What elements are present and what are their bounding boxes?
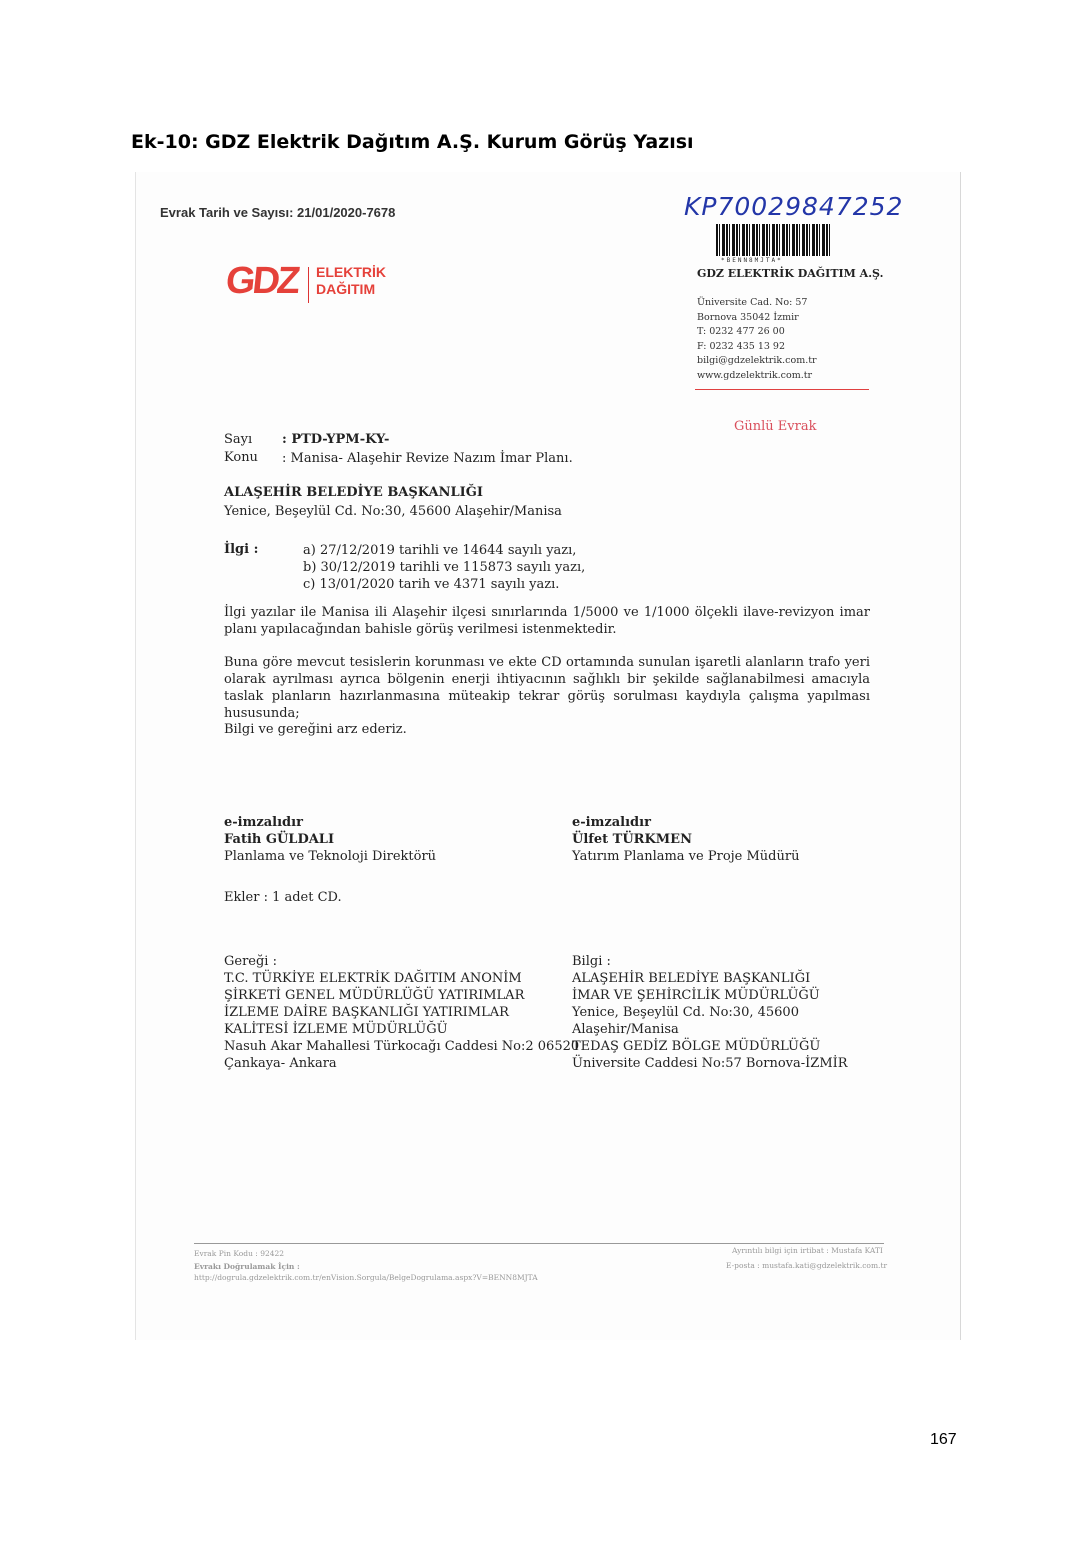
evrak-date-number: Evrak Tarih ve Sayısı: 21/01/2020-7678: [160, 205, 396, 220]
address-line: Bornova 35042 İzmir: [697, 311, 799, 323]
company-address: [697, 296, 867, 383]
signatory-2-title: Yatırım Planlama ve Proje Müdürü: [572, 849, 800, 864]
bilgi-label: Bilgi :: [572, 954, 611, 969]
geregi-label: Gereği :: [224, 954, 277, 969]
footer-verify-url: http://dogrula.gdzelektrik.com.tr/enVision.Sorgula/BelgeDogrulama.aspx?V=BENN8MJTA: [194, 1273, 538, 1282]
gunlu-evrak-stamp: Günlü Evrak: [734, 419, 817, 434]
signatory-1-status: e-imzalıdır: [224, 815, 303, 830]
address-line: Üniversite Cad. No: 57: [697, 297, 808, 308]
bilgi-line: İMAR VE ŞEHİRCİLİK MÜDÜRLÜĞÜ: [572, 988, 820, 1003]
footer-contact: Ayrıntılı bilgi için irtibat : Mustafa KATI: [732, 1246, 883, 1255]
geregi-line: Nasuh Akar Mahallesi Türkocağı Caddesi No:2 06520: [224, 1039, 580, 1054]
red-divider: [695, 389, 869, 390]
logo-line-1: ELEKTRİK: [316, 264, 386, 280]
gdz-logo-mark: GDZ: [223, 260, 300, 302]
signatory-2-name: Ülfet TÜRKMEN: [572, 832, 692, 847]
geregi-line: KALİTESİ İZLEME MÜDÜRLÜĞÜ: [224, 1022, 448, 1037]
bilgi-line: Üniversite Caddesi No:57 Bornova-İZMİR: [572, 1056, 848, 1071]
recipient-address: Yenice, Beşeylül Cd. No:30, 45600 Alaşehir/Manisa: [224, 504, 562, 519]
address-line: www.gdzelektrik.com.tr: [697, 369, 813, 381]
logo-divider: [308, 267, 309, 303]
signatory-1-title: Planlama ve Teknoloji Direktörü: [224, 849, 437, 864]
geregi-line: ŞİRKETİ GENEL MÜDÜRLÜĞÜ YATIRIMLAR: [224, 988, 525, 1003]
page-heading: Ek-10: GDZ Elektrik Dağıtım A.Ş. Kurum Görüş Yazısı: [131, 131, 694, 153]
geregi-line: İZLEME DAİRE BAŞKANLIĞI YATIRIMLAR: [224, 1005, 509, 1020]
paragraph-1: İlgi yazılar ile Manisa ili Alaşehir ilçesi sınırlarında 1/5000 ve 1/1000 ölçekli ilave-revizyon imar planı yapılacağından bahisle görüş verilmesi istenmektedir.: [224, 605, 870, 637]
footer-email: E-posta : mustafa.kati@gdzelektrik.com.tr: [726, 1261, 888, 1270]
address-line: T: 0232 477 26 00: [697, 326, 785, 337]
geregi-line: T.C. TÜRKİYE ELEKTRİK DAĞITIM ANONİM: [224, 971, 522, 986]
bilgi-line: TEDAŞ GEDİZ BÖLGE MÜDÜRLÜĞÜ: [572, 1039, 821, 1054]
geregi-line: Çankaya- Ankara: [224, 1056, 337, 1071]
handwritten-code: KP70029847252: [684, 192, 904, 221]
address-line: bilgi@gdzelektrik.com.tr: [697, 355, 817, 366]
page-number: 167: [930, 1431, 957, 1448]
ilgi-label: İlgi :: [224, 542, 259, 557]
signatory-2-status: e-imzalıdır: [572, 815, 651, 830]
sayi-value: : PTD-YPM-KY-: [282, 432, 390, 447]
barcode: [716, 224, 830, 256]
konu-value: : Manisa- Alaşehir Revize Nazım İmar Planı.: [282, 451, 573, 466]
bilgi-line: Yenice, Beşeylül Cd. No:30, 45600: [572, 1005, 799, 1020]
gdz-logo-text: [316, 264, 386, 298]
konu-label: Konu: [224, 450, 258, 465]
signatory-1-name: Fatih GÜLDALI: [224, 832, 335, 847]
paragraph-3: Bilgi ve gereğini arz ederiz.: [224, 722, 407, 737]
bilgi-line: ALAŞEHİR BELEDİYE BAŞKANLIĞI: [572, 971, 811, 986]
scanned-letter: [135, 172, 961, 1340]
bilgi-line: Alaşehir/Manisa: [572, 1022, 679, 1037]
footer-divider: [194, 1243, 884, 1244]
barcode-text: *BENN8MJTA*: [721, 257, 783, 264]
paragraph-2: Buna göre mevcut tesislerin korunması ve ekte CD ortamında sunulan işaretli alanların trafo yeri olarak ayrılması ayrıca bölgenin enerji ihtiyacının sağlıklı bir şekilde sağlanabilmesi amacıyla taslak planların hazırlanmasına müteakip tekrar görüş sorulması kaydıyla çalışma yapılması hususunda;: [224, 655, 870, 721]
sayi-label: Sayı: [224, 432, 253, 447]
footer-verify-label: Evrakı Doğrulamak İçin :: [194, 1262, 300, 1271]
recipient-name: ALAŞEHİR BELEDİYE BAŞKANLIĞI: [224, 485, 483, 500]
company-name: GDZ ELEKTRİK DAĞITIM A.Ş.: [697, 267, 884, 280]
ilgi-item: b) 30/12/2019 tarihli ve 115873 sayılı yazı,: [303, 560, 586, 575]
logo-line-2: DAĞITIM: [316, 281, 376, 297]
ekler: Ekler : 1 adet CD.: [224, 890, 342, 905]
ilgi-item: c) 13/01/2020 tarih ve 4371 sayılı yazı.: [303, 577, 560, 592]
ilgi-item: a) 27/12/2019 tarihli ve 14644 sayılı yazı,: [303, 543, 577, 558]
address-line: F: 0232 435 13 92: [697, 340, 786, 352]
footer-pin: Evrak Pin Kodu : 92422: [194, 1249, 285, 1258]
